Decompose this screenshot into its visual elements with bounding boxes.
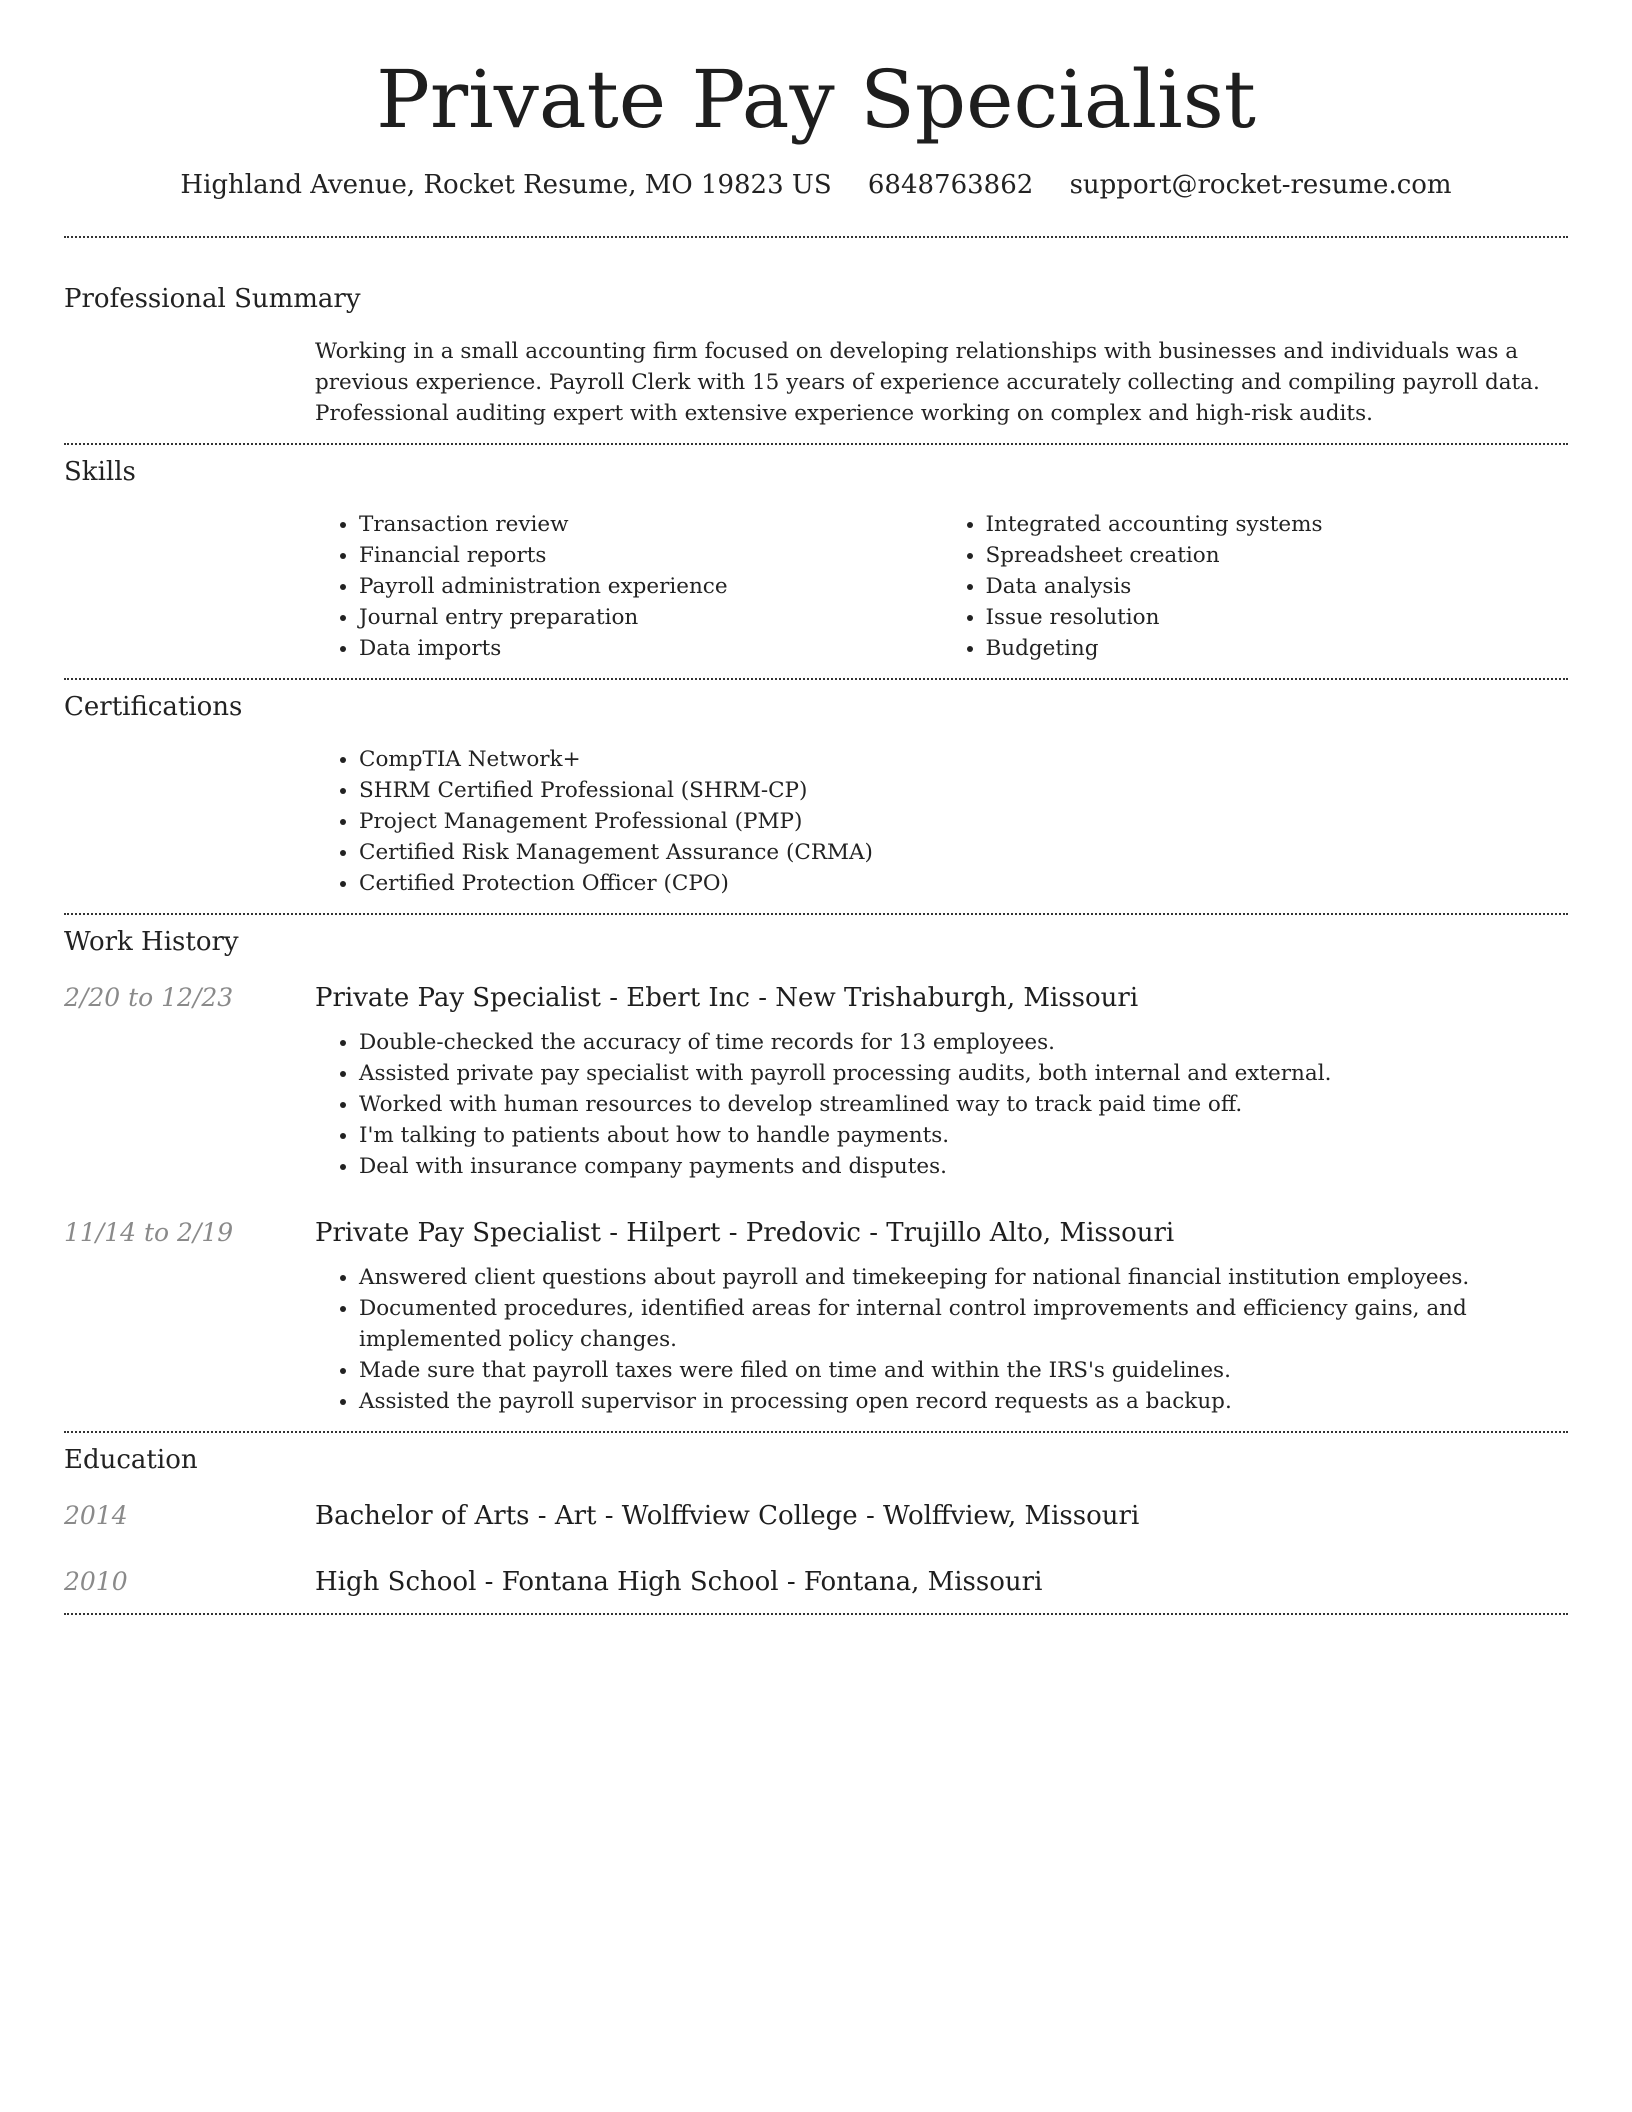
resume-page (64, 0, 1568, 1615)
contact-address: Highland Avenue, Rocket Resume, MO 19823 US (180, 170, 832, 200)
job-entry (64, 981, 1568, 1182)
job-bullet: • Worked with human resources to develop streamlined way to track paid time off. (359, 1089, 1568, 1120)
job-header (64, 981, 1568, 1015)
job-bullet: • Answered client questions about payroll and timekeeping for national financial institution employees. (359, 1262, 1568, 1293)
skill-item: • Payroll administration experience (359, 571, 942, 602)
education-entry (64, 1499, 1568, 1533)
certifications-title: Certifications (64, 692, 243, 722)
education-title-line: High School - Fontana High School - Fontana, Missouri (315, 1567, 1043, 1597)
certification-item: • Project Management Professional (PMP) (359, 806, 1568, 837)
certification-item: • SHRM Certified Professional (SHRM-CP) (359, 775, 1568, 806)
education-year: 2014 (64, 1501, 128, 1530)
job-bullet: • I'm talking to patients about how to handle payments. (359, 1120, 1568, 1151)
certifications-list (315, 744, 1568, 899)
summary-text: Working in a small accounting firm focused on developing relationships with businesses and individuals was a previous experience. Payroll Clerk with 15 years of experience accurately collecting and compiling payroll data. Professional auditing expert with extensive experience working on complex and high-risk audits. (315, 339, 1540, 426)
certification-item: • CompTIA Network+ (359, 744, 1568, 775)
job-bullet: • Made sure that payroll taxes were filed on time and within the IRS's guidelines. (359, 1355, 1568, 1386)
summary-title: Professional Summary (64, 284, 361, 314)
job-details (315, 1262, 1568, 1417)
skill-item: • Journal entry preparation (359, 602, 942, 633)
summary-section (64, 238, 1568, 443)
work-section (64, 915, 1568, 1431)
job-title: Private Pay Specialist - Hilpert - Predovic - Trujillo Alto, Missouri (315, 1218, 1175, 1248)
education-entry (64, 1565, 1568, 1599)
skills-content (315, 509, 1568, 664)
job-details (315, 1027, 1568, 1182)
job-dates: 2/20 to 12/23 (64, 983, 234, 1012)
job-entry (64, 1216, 1568, 1417)
job-bullet: • Double-checked the accuracy of time records for 13 employees. (359, 1027, 1568, 1058)
skill-item: • Data imports (359, 633, 942, 664)
job-header (64, 1216, 1568, 1250)
skill-item: • Issue resolution (986, 602, 1569, 633)
skill-item: • Budgeting (986, 633, 1569, 664)
job-bullet: • Assisted private pay specialist with payroll processing audits, both internal and external. (359, 1058, 1568, 1089)
skills-list-right (942, 509, 1569, 664)
job-bullets (315, 1027, 1568, 1182)
job-bullet: • Assisted the payroll supervisor in processing open record requests as a backup. (359, 1386, 1568, 1417)
certifications-content (315, 744, 1568, 899)
skill-item: • Data analysis (986, 571, 1569, 602)
contact-email: support@rocket-resume.com (1069, 170, 1452, 200)
divider (64, 1613, 1568, 1615)
job-title: Private Pay Specialist - Ebert Inc - New Trishaburgh, Missouri (315, 983, 1139, 1013)
contact-phone: 6848763862 (867, 170, 1034, 200)
skills-list-left (315, 509, 942, 664)
contact-line (64, 168, 1568, 202)
certifications-section (64, 680, 1568, 913)
job-bullet: • Documented procedures, identified areas for internal control improvements and efficiency gains, and implemented policy changes. (359, 1293, 1568, 1355)
certification-item: • Certified Protection Officer (CPO) (359, 868, 1568, 899)
job-dates: 11/14 to 2/19 (64, 1218, 234, 1247)
skill-item: • Transaction review (359, 509, 942, 540)
education-title-line: Bachelor of Arts - Art - Wolffview College - Wolffview, Missouri (315, 1501, 1140, 1531)
work-title: Work History (64, 927, 239, 957)
summary-content (315, 336, 1568, 429)
education-title: Education (64, 1445, 198, 1475)
job-bullet: • Deal with insurance company payments and disputes. (359, 1151, 1568, 1182)
skill-item: • Spreadsheet creation (986, 540, 1569, 571)
education-year: 2010 (64, 1567, 128, 1596)
education-section (64, 1433, 1568, 1613)
skills-section (64, 445, 1568, 678)
job-bullets (315, 1262, 1568, 1417)
resume-name: Private Pay Specialist (376, 53, 1256, 146)
skill-item: • Integrated accounting systems (986, 509, 1569, 540)
skills-title: Skills (64, 457, 136, 487)
certification-item: • Certified Risk Management Assurance (CRMA) (359, 837, 1568, 868)
skill-item: • Financial reports (359, 540, 942, 571)
